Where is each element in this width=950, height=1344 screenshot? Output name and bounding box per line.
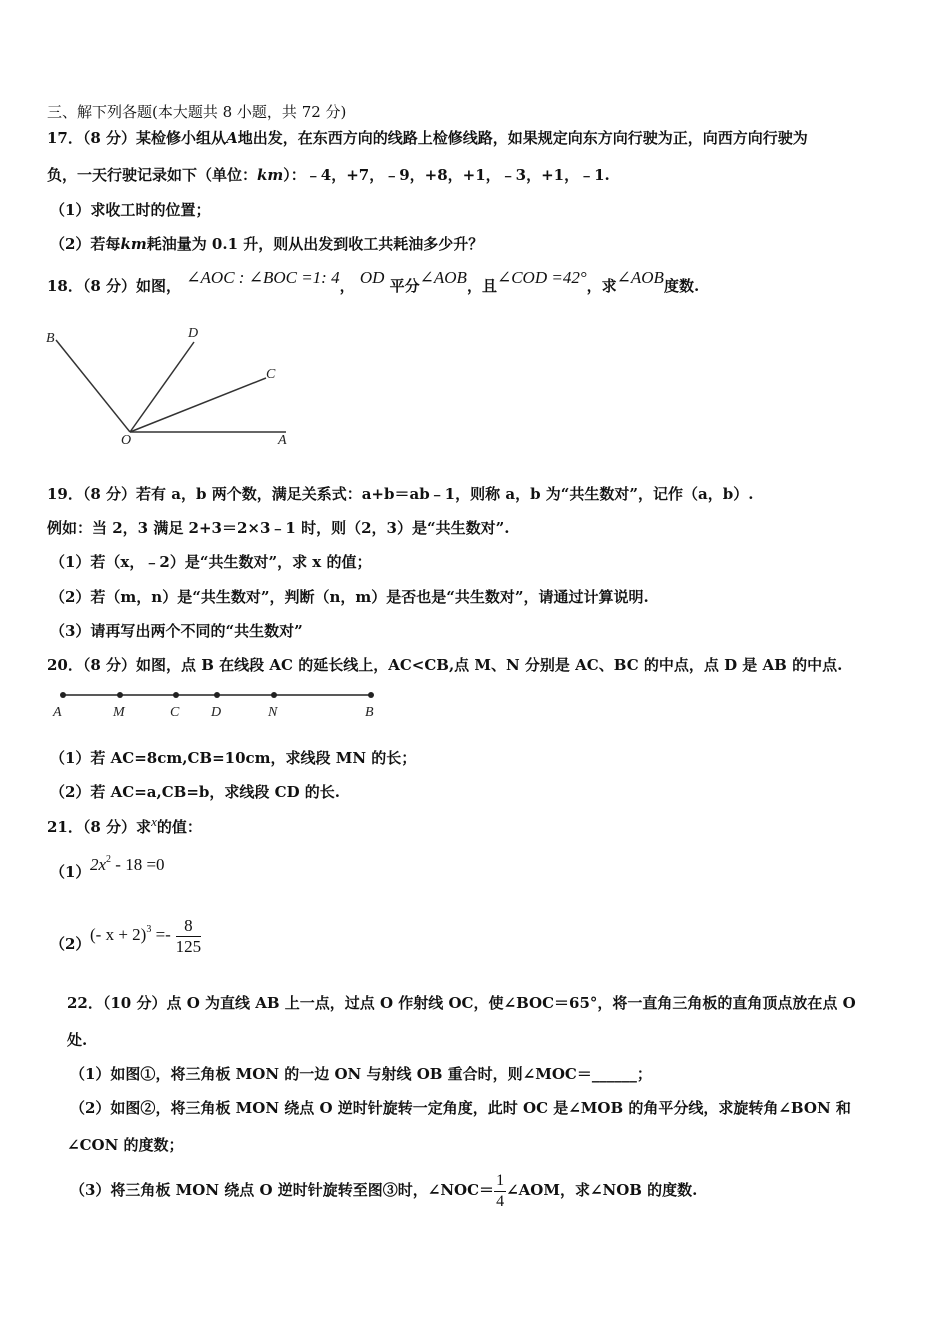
q21-part1-label: （1） [50,863,91,881]
label-a: A [53,705,62,720]
point-n [271,692,277,698]
label-n: N [268,705,278,720]
q22-fraction [494,1171,506,1212]
q18-od: OD [359,268,385,287]
q19-part2: （2）若（m，n）是“共生数对”，判断（n，m）是否也是“共生数对”，请通过计算说明. [50,588,649,606]
fraction-numerator: 1 [494,1171,506,1192]
q22-text: 点 O 为直线 AB 上一点，过点 O 作射线 OC，使∠BOC＝65°，将一直角三角板的直角顶点放在点 O [166,994,856,1012]
point-a [60,692,66,698]
q18-angle-aob: ∠AOB [616,268,664,287]
label-o: O [121,433,132,448]
q17-point-a: A [226,129,238,147]
ray-ob [56,340,130,432]
q20-score: （8 分） [82,656,137,674]
label-d: D [211,705,222,720]
q20-text: 如图，点 B 在线段 AC 的延长线上，AC<CB,点 M、N 分别是 AC、BC 的中点，点 D 是 AB 的中点. [136,656,843,674]
q17-part1: （1）求收工时的位置； [50,201,211,219]
q21-text: 求 [136,818,152,836]
ray-oc [130,378,266,432]
q22-text: （3）将三角板 MON 绕点 O 逆时针旋转至图③时，∠NOC＝ [70,1181,495,1199]
q17-part2 [50,234,483,254]
fraction-denominator: 125 [175,936,202,956]
q19-score: （8 分） [82,485,137,503]
q21-equation1 [90,850,165,875]
q21-equation2 [90,908,201,957]
label-c: C [266,367,276,382]
section-title: 三、解下列各题(本大题共 8 小题，共 72 分) [47,103,347,121]
label-m: M [113,705,125,720]
q18-text: ，且 [466,277,497,295]
q18-angle-figure [40,322,300,450]
q17-text: （2）若每 [50,235,121,253]
q19-text: 若有 a，b 两个数，满足关系式：a+b＝ab﹣1，则称 a，b 为“共生数对”，记作（a，b）. [136,485,754,503]
q21-variable-x: x [151,814,157,829]
label-c: C [170,705,180,720]
q21-part2-label: （2） [50,935,91,953]
q22-text: ∠AOM，求∠NOB 的度数. [506,1181,698,1199]
q20-line1 [47,655,842,675]
q22-part2-cont: ∠CON 的度数； [67,1136,184,1154]
label-b: B [46,331,55,346]
q21-text: 的值： [156,818,202,836]
q17-text: 耗油量为 0.1 升，则从出发到收工共耗油多少升？ [146,235,484,253]
q19-line1 [47,484,753,504]
q21-line1 [47,814,202,838]
q21-eq1-exponent: 2 [106,854,112,865]
label-d: D [188,326,199,341]
q18-score: （8 分） [82,277,137,295]
q20-part2: （2）若 AC=a,CB=b，求线段 CD 的长. [50,783,341,801]
q17-unit: km [257,166,284,184]
q18-line1 [47,268,700,300]
q21-eq2-term: (- x + 2) [90,925,147,944]
q21-eq1-term: 2x [90,855,107,874]
q17-text: 某检修小组从 [136,129,227,147]
q21-eq1-rest: - 18 =0 [111,855,165,874]
q18-number: 18． [47,277,83,295]
q17-score: （8 分） [82,129,137,147]
q19-number: 19． [47,485,83,503]
q17-text: 地出发，在东西方向的线路上检修线路，如果规定向东方向行驶为正，向西方向行驶为 [237,129,808,147]
q18-cod-expr: ∠COD =42° [496,268,587,287]
q17-number: 17． [47,129,83,147]
point-b [368,692,374,698]
q17-text: 负，一天行驶记录如下（单位： [47,166,258,184]
q22-part1: （1）如图①，将三角板 MON 的一边 ON 与射线 OB 重合时，则∠MOC＝______； [70,1065,652,1083]
q21-number: 21． [47,818,83,836]
q22-part2: （2）如图②，将三角板 MON 绕点 O 逆时针旋转一定角度，此时 OC 是∠MOB 的角平分线，求旋转角∠BON 和 [70,1099,851,1117]
q17-line1 [47,128,808,148]
q21-fraction [176,916,202,957]
q21-eq2-exponent: 3 [146,924,152,935]
q19-part1: （1）若（x，﹣2）是“共生数对”，求 x 的值； [50,553,372,571]
q22-score: （10 分） [102,994,167,1012]
q19-part3: （3）请再写出两个不同的“共生数对” [50,622,303,640]
q18-text: 度数. [663,277,700,295]
q18-ratio-expr: ∠AOC : ∠BOC =1: 4 [186,268,340,287]
label-a: A [278,433,287,448]
q20-segment-figure [45,684,385,724]
q22-line2: 处. [67,1031,88,1049]
fraction-denominator: 4 [496,1192,505,1210]
q19-example: 例如：当 2，3 满足 2+3＝2×3﹣1 时，则（2，3）是“共生数对”. [47,519,510,537]
q20-number: 20． [47,656,83,674]
q18-text: ，求 [586,277,617,295]
point-c [173,692,179,698]
fraction-numerator: 8 [176,916,202,937]
label-b: B [365,705,374,720]
q17-unit: km [120,235,147,253]
point-m [117,692,123,698]
q18-text: 平分 [389,277,420,295]
q21-score: （8 分） [82,818,137,836]
point-d [214,692,220,698]
q20-part1: （1）若 AC=8cm,CB=10cm，求线段 MN 的长； [50,749,417,767]
q22-number: 22． [67,994,103,1012]
q17-text: ）：﹣4，+7，﹣9，+8，+1，﹣3，+1，﹣1. [283,166,610,184]
q22-part3 [70,1168,697,1212]
q18-angle-aob: ∠AOB [419,268,467,287]
q21-eq2-rest: =- [151,925,171,944]
q18-text: 如图， [136,277,182,295]
q17-line2 [47,165,610,185]
q18-text: ， [339,277,355,295]
q22-line1 [67,993,856,1013]
